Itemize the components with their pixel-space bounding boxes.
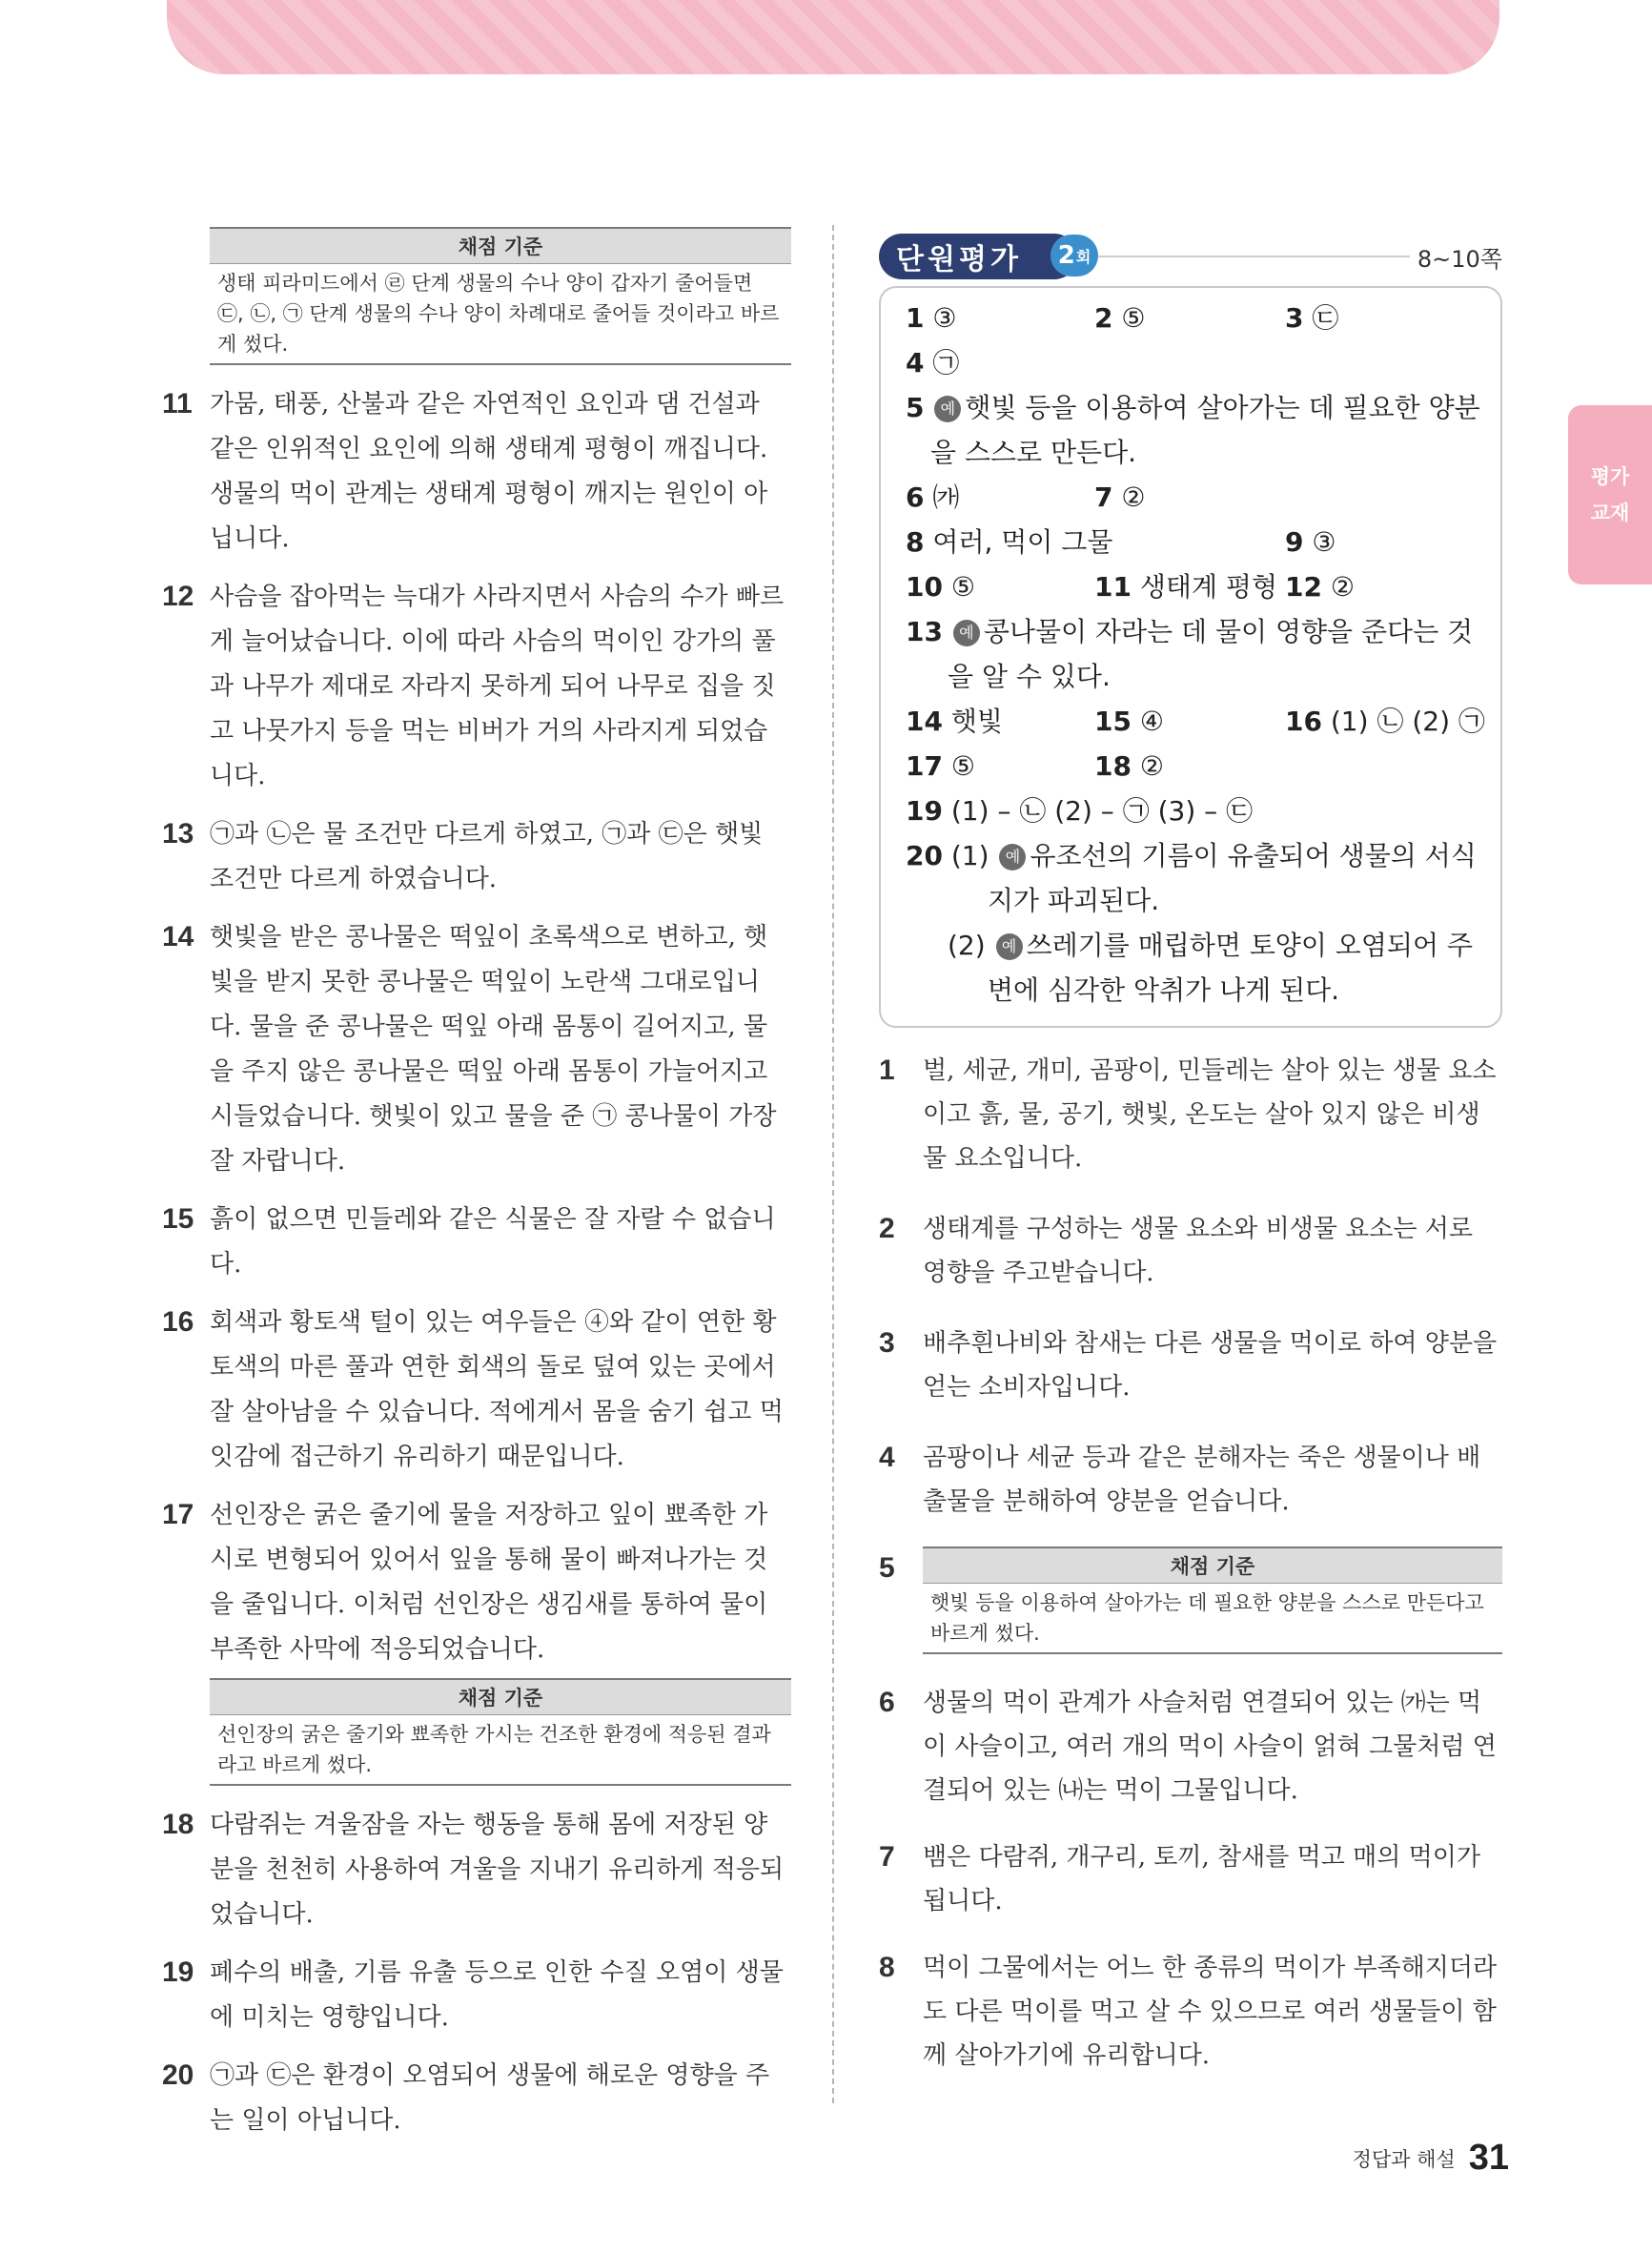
scoring-criteria-text: 선인장의 굵은 줄기와 뾰족한 가시는 건조한 환경에 적응된 결과라고 바르게 썼다. (217, 1723, 771, 1776)
page-footer (1353, 2138, 1509, 2179)
item-text: 사슴을 잡아먹는 늑대가 사라지면서 사슴의 수가 빠르게 늘어났습니다. 이에 따라 사슴의 먹이인 강가의 풀과 나무가 제대로 자라지 못하게 되어 나무로 집을 짓고 나뭇가지 등을 먹는 비버가 거의 사라지게 되었습니다. (210, 583, 785, 790)
item-text: 생물의 먹이 관계가 사슬처럼 연결되어 있는 ㈎는 먹이 사슬이고, 여러 개의 먹이 사슬이 얽혀 그물처럼 연결되어 있는 ㈏는 먹이 그물입니다. (923, 1689, 1497, 1805)
item-text: 가뭄, 태풍, 산불과 같은 자연적인 요인과 댐 건설과 같은 인위적인 요인에 의해 생태계 평형이 깨집니다. 생물의 먹이 관계는 생태계 평형이 깨지는 원인이 아닙니다. (210, 390, 768, 553)
item-text: 회색과 황토색 털이 있는 여우들은 ④와 같이 연한 황토색의 마른 풀과 연한 회색의 돌로 덮여 있는 곳에서 잘 살아남을 수 있습니다. 적에게서 몸을 숨기 쉽고 먹잇감에 접근하기 유리하기 때문입니다. (210, 1308, 784, 1471)
page-number: 31 (1468, 2138, 1509, 2178)
item-text: ㉠과 ㉢은 환경이 오염되어 생물에 해로운 영향을 주는 일이 아닙니다. (210, 2061, 770, 2135)
unit-assessment-title: 단원평가 (879, 234, 1077, 279)
answer-number: 13 (906, 616, 943, 647)
answer-value: ㈎ (932, 481, 960, 513)
explanation-item (162, 1803, 791, 1937)
answer-number: 7 (1094, 481, 1113, 513)
answer-number: 1 (906, 302, 925, 334)
item-text: 뱀은 다람쥐, 개구리, 토끼, 참새를 먹고 매의 먹이가 됩니다. (923, 1843, 1480, 1915)
explanation-item (879, 1207, 1502, 1295)
answer-row (906, 744, 1487, 789)
answer-subpart (906, 923, 1487, 1013)
item-number: 1 (879, 1055, 895, 1086)
explanation-item (879, 1049, 1502, 1180)
answer-value: ② (1139, 750, 1164, 782)
explanation-item (162, 915, 791, 1184)
item-number: 5 (879, 1552, 895, 1584)
explanation-item (162, 812, 791, 902)
answer-number: 5 (906, 392, 925, 423)
answer-number: 3 (1285, 302, 1304, 334)
unit-assessment-header (879, 233, 1502, 280)
item-number: 2 (879, 1213, 895, 1244)
scoring-criteria-box (923, 1546, 1502, 1654)
answer-part-label: (2) (948, 930, 986, 961)
answer-row (906, 475, 1487, 520)
item-number: 14 (162, 921, 194, 952)
item-text: 햇빛을 받은 콩나물은 떡잎이 초록색으로 변하고, 햇빛을 받지 못한 콩나물은 떡잎이 노란색 그대로입니다. 물을 준 콩나물은 떡잎 아래 몸통이 길어지고, 물을 주지 않은 콩나물은 떡잎 아래 몸통이 가늘어지고 시들었습니다. 햇빛이 있고 물을 준 ㉠ 콩나물이 가장 잘 자랍니다. (210, 923, 777, 1176)
explanation-item (162, 1198, 791, 1287)
column-divider (832, 225, 834, 2103)
answer-number: 18 (1094, 750, 1132, 782)
answer-row (906, 385, 1487, 475)
answer-number: 15 (1094, 706, 1132, 737)
explanation-item (879, 1546, 1502, 1654)
right-column (879, 233, 1502, 2091)
answer-value: (1) ㉡ (2) ㉠ (1330, 706, 1485, 737)
explanation-item (162, 382, 791, 562)
answer-row (906, 564, 1487, 609)
explanation-item (162, 2054, 791, 2143)
answer-value: ㉢ (1312, 302, 1339, 334)
answer-number: 19 (906, 795, 943, 827)
answer-part-label: (1) (950, 840, 989, 871)
footer-label: 정답과 해설 (1352, 2147, 1456, 2171)
scoring-criteria-title: 채점 기준 (923, 1546, 1502, 1584)
answer-number: 2 (1094, 302, 1113, 334)
answer-row (906, 789, 1487, 833)
answer-value: 쓰레기를 매립하면 토양이 오염되어 주 (1026, 930, 1473, 961)
item-text: 생태계를 구성하는 생물 요소와 비생물 요소는 서로 영향을 주고받습니다. (923, 1215, 1474, 1287)
answer-row (906, 340, 1487, 385)
answer-number: 20 (906, 840, 943, 871)
answer-number: 6 (906, 481, 925, 513)
answer-number: 10 (906, 571, 943, 603)
answer-row (906, 296, 1487, 340)
answer-key-box (879, 286, 1502, 1028)
example-badge: 예 (999, 844, 1026, 870)
answer-value: ② (1330, 571, 1355, 603)
example-badge: 예 (996, 933, 1023, 960)
explanation-item (162, 1951, 791, 2040)
answer-value-continued: 지가 파괴된다. (988, 885, 1160, 916)
answer-number: 17 (906, 750, 943, 782)
page-range: 8~10쪽 (1410, 240, 1502, 274)
answer-row (906, 833, 1487, 1013)
item-number: 13 (162, 818, 194, 850)
answer-number: 4 (906, 347, 925, 379)
answer-value: ③ (932, 302, 957, 334)
side-tab-line1: 평가 (1590, 465, 1630, 488)
item-text: 먹이 그물에서는 어느 한 종류의 먹이가 부족해지더라도 다른 먹이를 먹고 살 수 있으므로 여러 생물들이 함께 살아가기에 유리합니다. (923, 1954, 1498, 2070)
answer-row (906, 520, 1487, 564)
left-column (162, 227, 791, 2157)
scoring-criteria-text: 생태 피라미드에서 ㉣ 단계 생물의 수나 양이 갑자기 줄어들면 ㉢, ㉡, ㉠ 단계 생물의 수나 양이 차례대로 줄어들 것이라고 바르게 썼다. (217, 272, 780, 356)
scoring-criteria-box (210, 227, 791, 365)
item-number: 17 (162, 1499, 194, 1530)
item-number: 20 (162, 2059, 194, 2091)
answer-row (906, 609, 1487, 699)
answer-number: 12 (1285, 571, 1322, 603)
answer-value: ㉠ (932, 347, 960, 379)
answer-value-continued: 변에 심각한 악취가 나게 된다. (988, 974, 1340, 1006)
example-badge: 예 (953, 620, 980, 646)
answer-value-continued: 을 알 수 있다. (948, 661, 1111, 692)
item-number: 19 (162, 1956, 194, 1988)
scoring-criteria-title: 채점 기준 (210, 227, 791, 264)
item-number: 7 (879, 1841, 895, 1873)
item-text: 벌, 세균, 개미, 곰팡이, 민들레는 살아 있는 생물 요소이고 흙, 물, 공기, 햇빛, 온도는 살아 있지 않은 비생물 요소입니다. (923, 1056, 1497, 1173)
answer-value: 햇빛 등을 이용하여 살아가는 데 필요한 양분 (965, 392, 1480, 423)
answer-row (906, 699, 1487, 744)
answer-value: ⑤ (1121, 302, 1146, 334)
round-number: 2 (1057, 241, 1075, 270)
round-badge (1050, 235, 1098, 277)
answer-number: 14 (906, 706, 943, 737)
item-text: ㉠과 ㉡은 물 조건만 다르게 하였고, ㉠과 ㉢은 햇빛 조건만 다르게 하였습니다. (210, 820, 764, 893)
item-text: 흙이 없으면 민들레와 같은 식물은 잘 자랄 수 없습니다. (210, 1205, 776, 1279)
answer-value-continued: 을 스스로 만든다. (930, 437, 1137, 468)
explanation-item (879, 1681, 1502, 1813)
round-suffix: 회 (1075, 247, 1091, 266)
item-number: 3 (879, 1327, 895, 1359)
answer-value: 햇빛 (950, 706, 1003, 737)
explanation-item (162, 1301, 791, 1480)
side-tab-assessment[interactable] (1568, 405, 1652, 584)
scoring-criteria-inner (923, 1546, 1502, 1654)
header-decoration-band (167, 0, 1499, 74)
explanation-item (879, 1321, 1502, 1409)
explanation-list (879, 1049, 1502, 2078)
answer-value: ② (1121, 481, 1146, 513)
answer-number: 11 (1094, 571, 1132, 603)
scoring-criteria-text: 햇빛 등을 이용하여 살아가는 데 필요한 양분을 스스로 만든다고 바르게 썼다. (930, 1591, 1484, 1645)
answer-value: ④ (1139, 706, 1164, 737)
item-text: 배추흰나비와 참새는 다른 생물을 먹이로 하여 양분을 얻는 소비자입니다. (923, 1329, 1498, 1402)
item-text: 선인장은 굵은 줄기에 물을 저장하고 잎이 뾰족한 가시로 변형되어 있어서 잎을 통해 물이 빠져나가는 것을 줄입니다. 이처럼 선인장은 생김새를 통하여 물이 부족한 사막에 적응되었습니다. (210, 1501, 768, 1664)
item-text: 다람쥐는 겨울잠을 자는 행동을 통해 몸에 저장된 양분을 천천히 사용하여 겨울을 지내기 유리하게 적응되었습니다. (210, 1811, 785, 1929)
explanation-item (879, 1946, 1502, 2078)
example-badge: 예 (934, 396, 961, 422)
answer-value: 콩나물이 자라는 데 물이 영향을 준다는 것 (983, 616, 1474, 647)
explanation-item (162, 1493, 791, 1672)
side-tab-line2: 교재 (1590, 502, 1630, 524)
answer-value: (1) – ㉡ (2) – ㉠ (3) – ㉢ (950, 795, 1254, 827)
item-number: 8 (879, 1952, 895, 1983)
scoring-criteria-title: 채점 기준 (210, 1678, 791, 1715)
item-text: 폐수의 배출, 기름 유출 등으로 인한 수질 오염이 생물에 미치는 영향입니다. (210, 1958, 784, 2032)
scoring-criteria-box (210, 1678, 791, 1786)
answer-number: 8 (906, 526, 925, 558)
explanation-item (879, 1436, 1502, 1524)
answer-value: 여러, 먹이 그물 (932, 526, 1113, 558)
answer-value: 유조선의 기름이 유출되어 생물의 서식 (1030, 840, 1477, 871)
item-text: 곰팡이나 세균 등과 같은 분해자는 죽은 생물이나 배출물을 분해하여 양분을 얻습니다. (923, 1444, 1481, 1516)
item-number: 12 (162, 581, 194, 612)
item-number: 18 (162, 1809, 194, 1840)
explanation-item (879, 1835, 1502, 1923)
answer-value: 생태계 평형 (1139, 571, 1278, 603)
item-number: 4 (879, 1442, 895, 1473)
explanation-item (162, 575, 791, 799)
answer-value: ③ (1312, 526, 1336, 558)
item-number: 16 (162, 1306, 194, 1338)
answer-value: ⑤ (950, 750, 975, 782)
item-number: 6 (879, 1687, 895, 1718)
item-number: 15 (162, 1203, 194, 1235)
answer-value: ⑤ (950, 571, 975, 603)
item-number: 11 (162, 388, 193, 420)
answer-number: 16 (1285, 706, 1322, 737)
answer-number: 9 (1285, 526, 1304, 558)
